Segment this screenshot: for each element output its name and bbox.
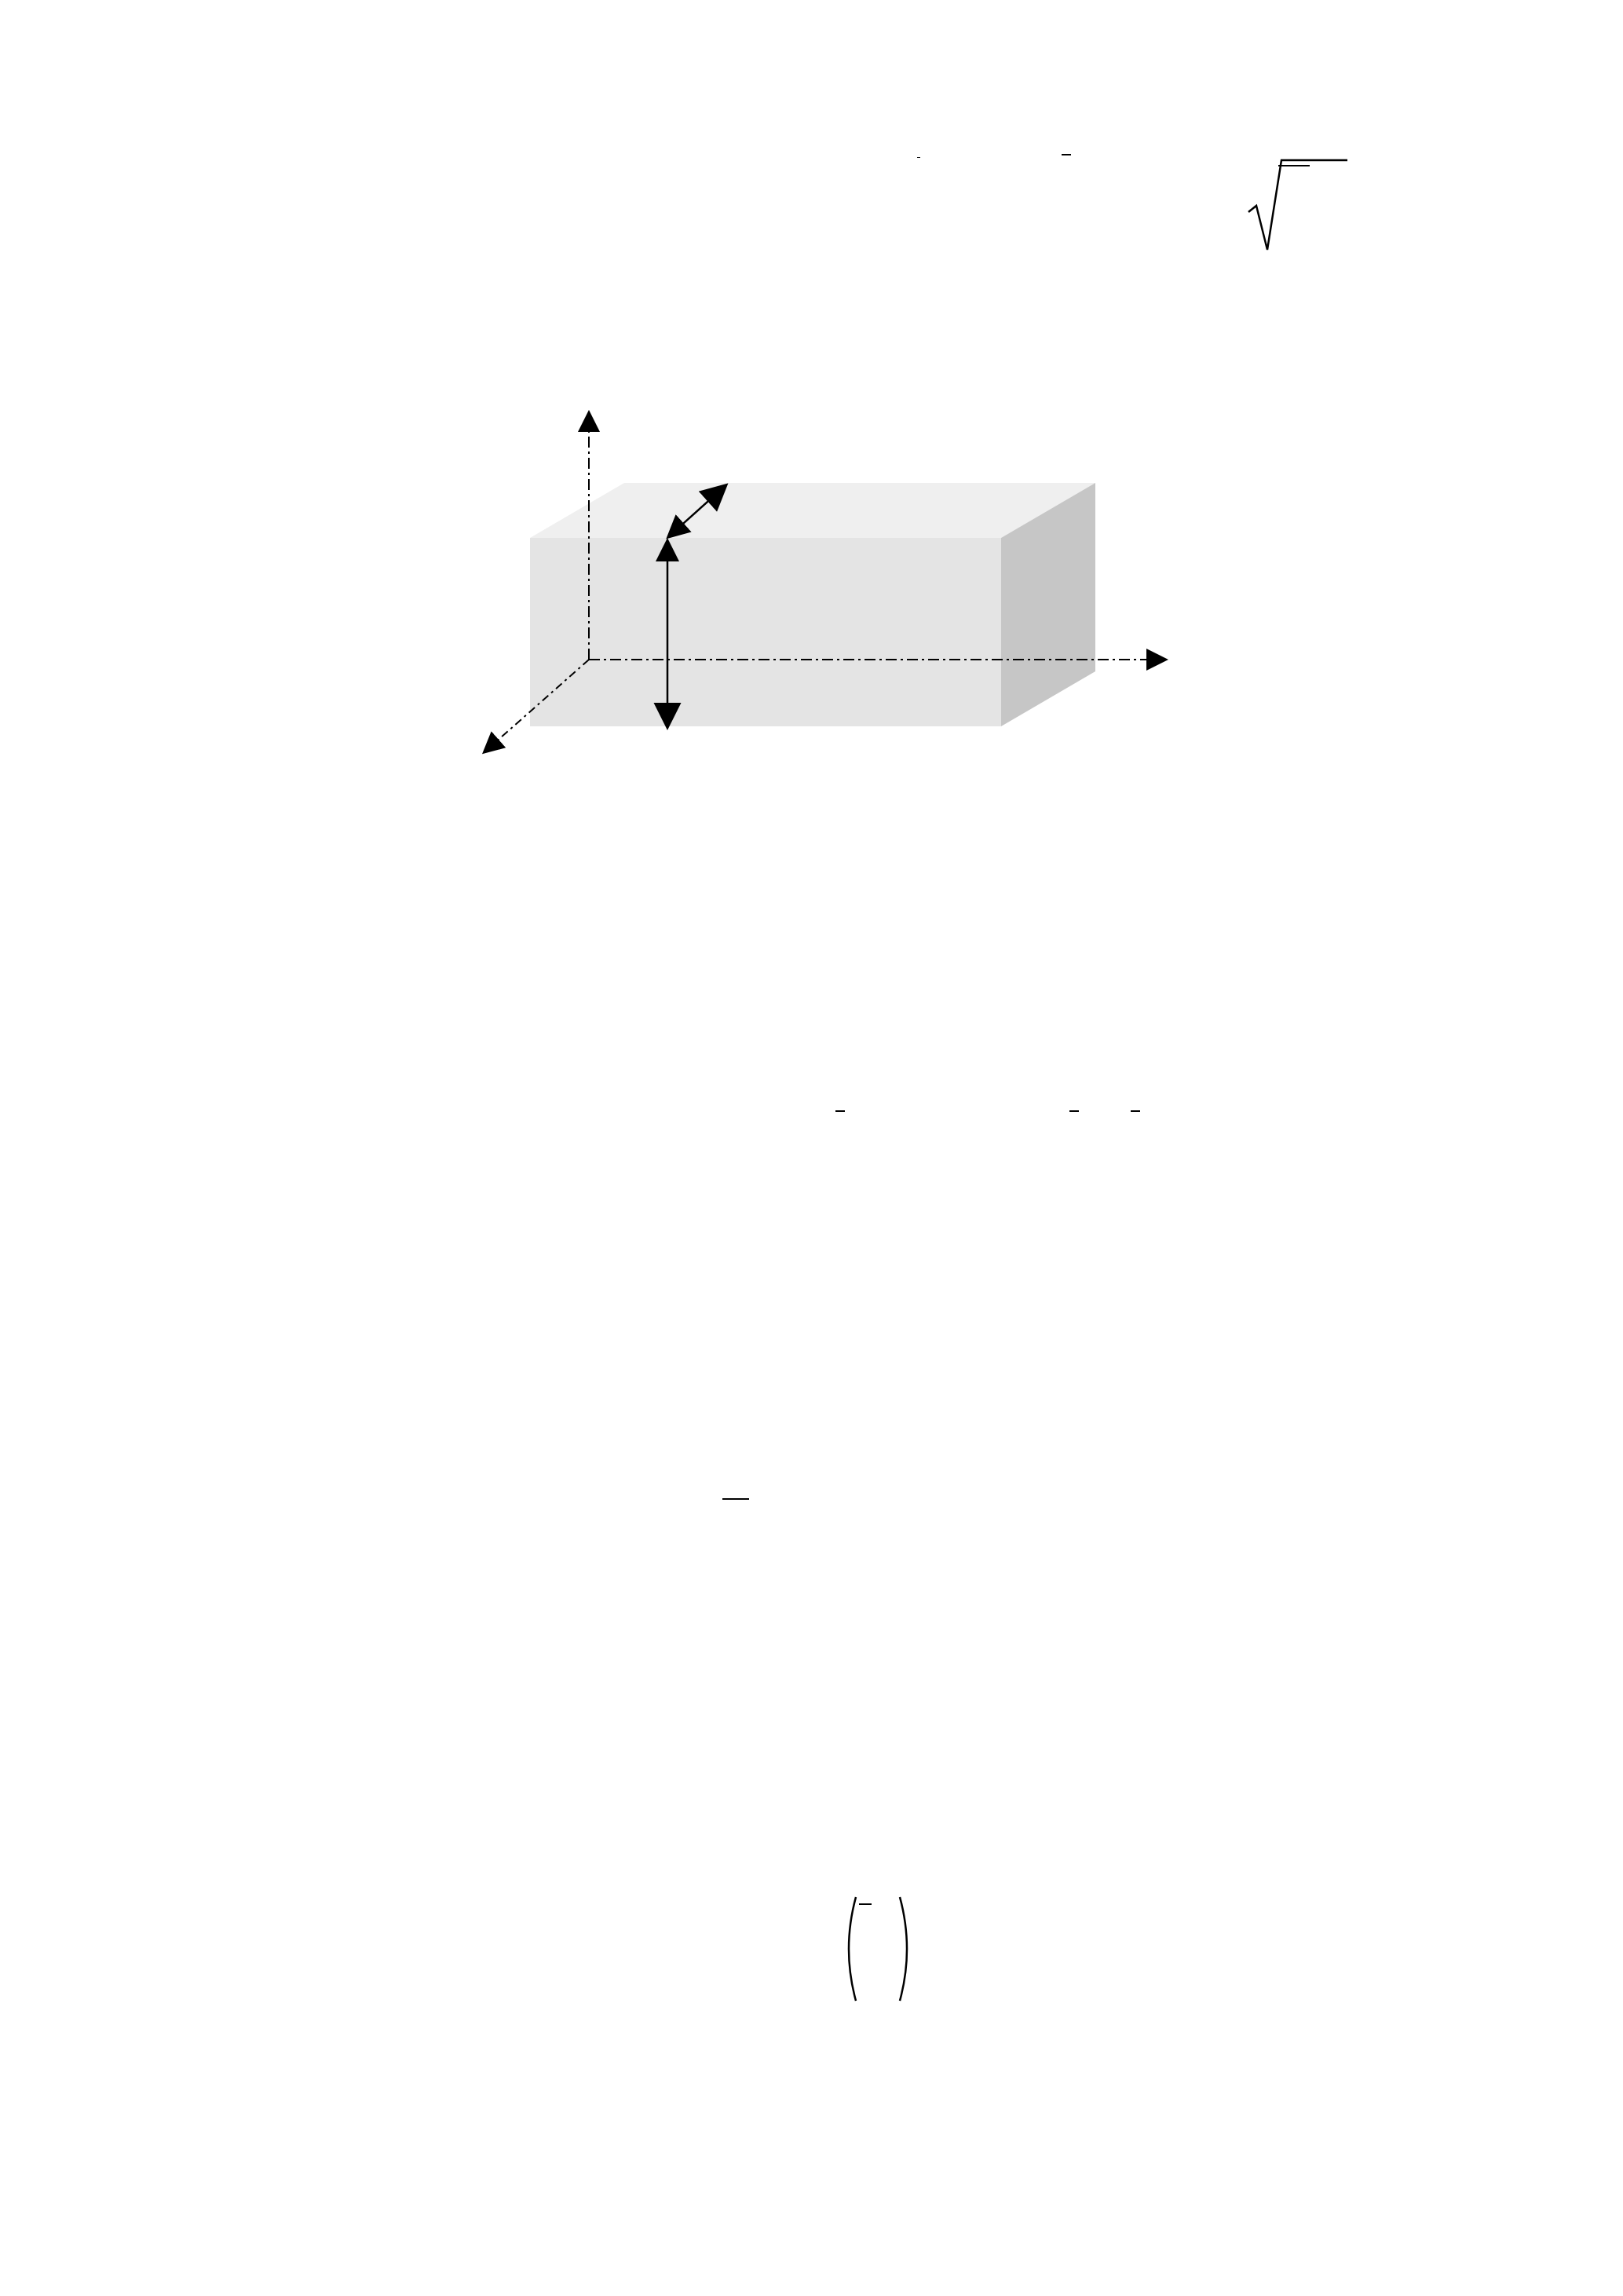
frac-x — [1062, 154, 1071, 155]
f-frac-num — [859, 1903, 872, 1905]
exp-fraction — [917, 157, 920, 158]
F-num — [835, 1110, 845, 1112]
x-over-delta — [1062, 154, 1071, 155]
paren-right — [897, 1894, 916, 2004]
sqrt-fraction — [1278, 165, 1310, 166]
pjoule-frac — [722, 1462, 749, 1500]
mu-line — [157, 265, 181, 303]
sqrt-num — [1278, 165, 1310, 166]
pi-frac — [1069, 1110, 1079, 1112]
F-frac — [835, 1110, 845, 1112]
box-top-face — [530, 483, 1095, 538]
u-frac — [1131, 1110, 1140, 1112]
exp-num — [917, 157, 920, 158]
sqrt-sign — [1247, 157, 1349, 259]
pjoule-num — [722, 1462, 749, 1500]
box-front-face — [530, 538, 1001, 726]
pi-num — [1069, 1110, 1079, 1112]
paren-left — [840, 1894, 859, 2004]
f-frac — [859, 1903, 872, 1905]
figure-2 — [440, 393, 1193, 801]
u-num — [1131, 1110, 1140, 1112]
